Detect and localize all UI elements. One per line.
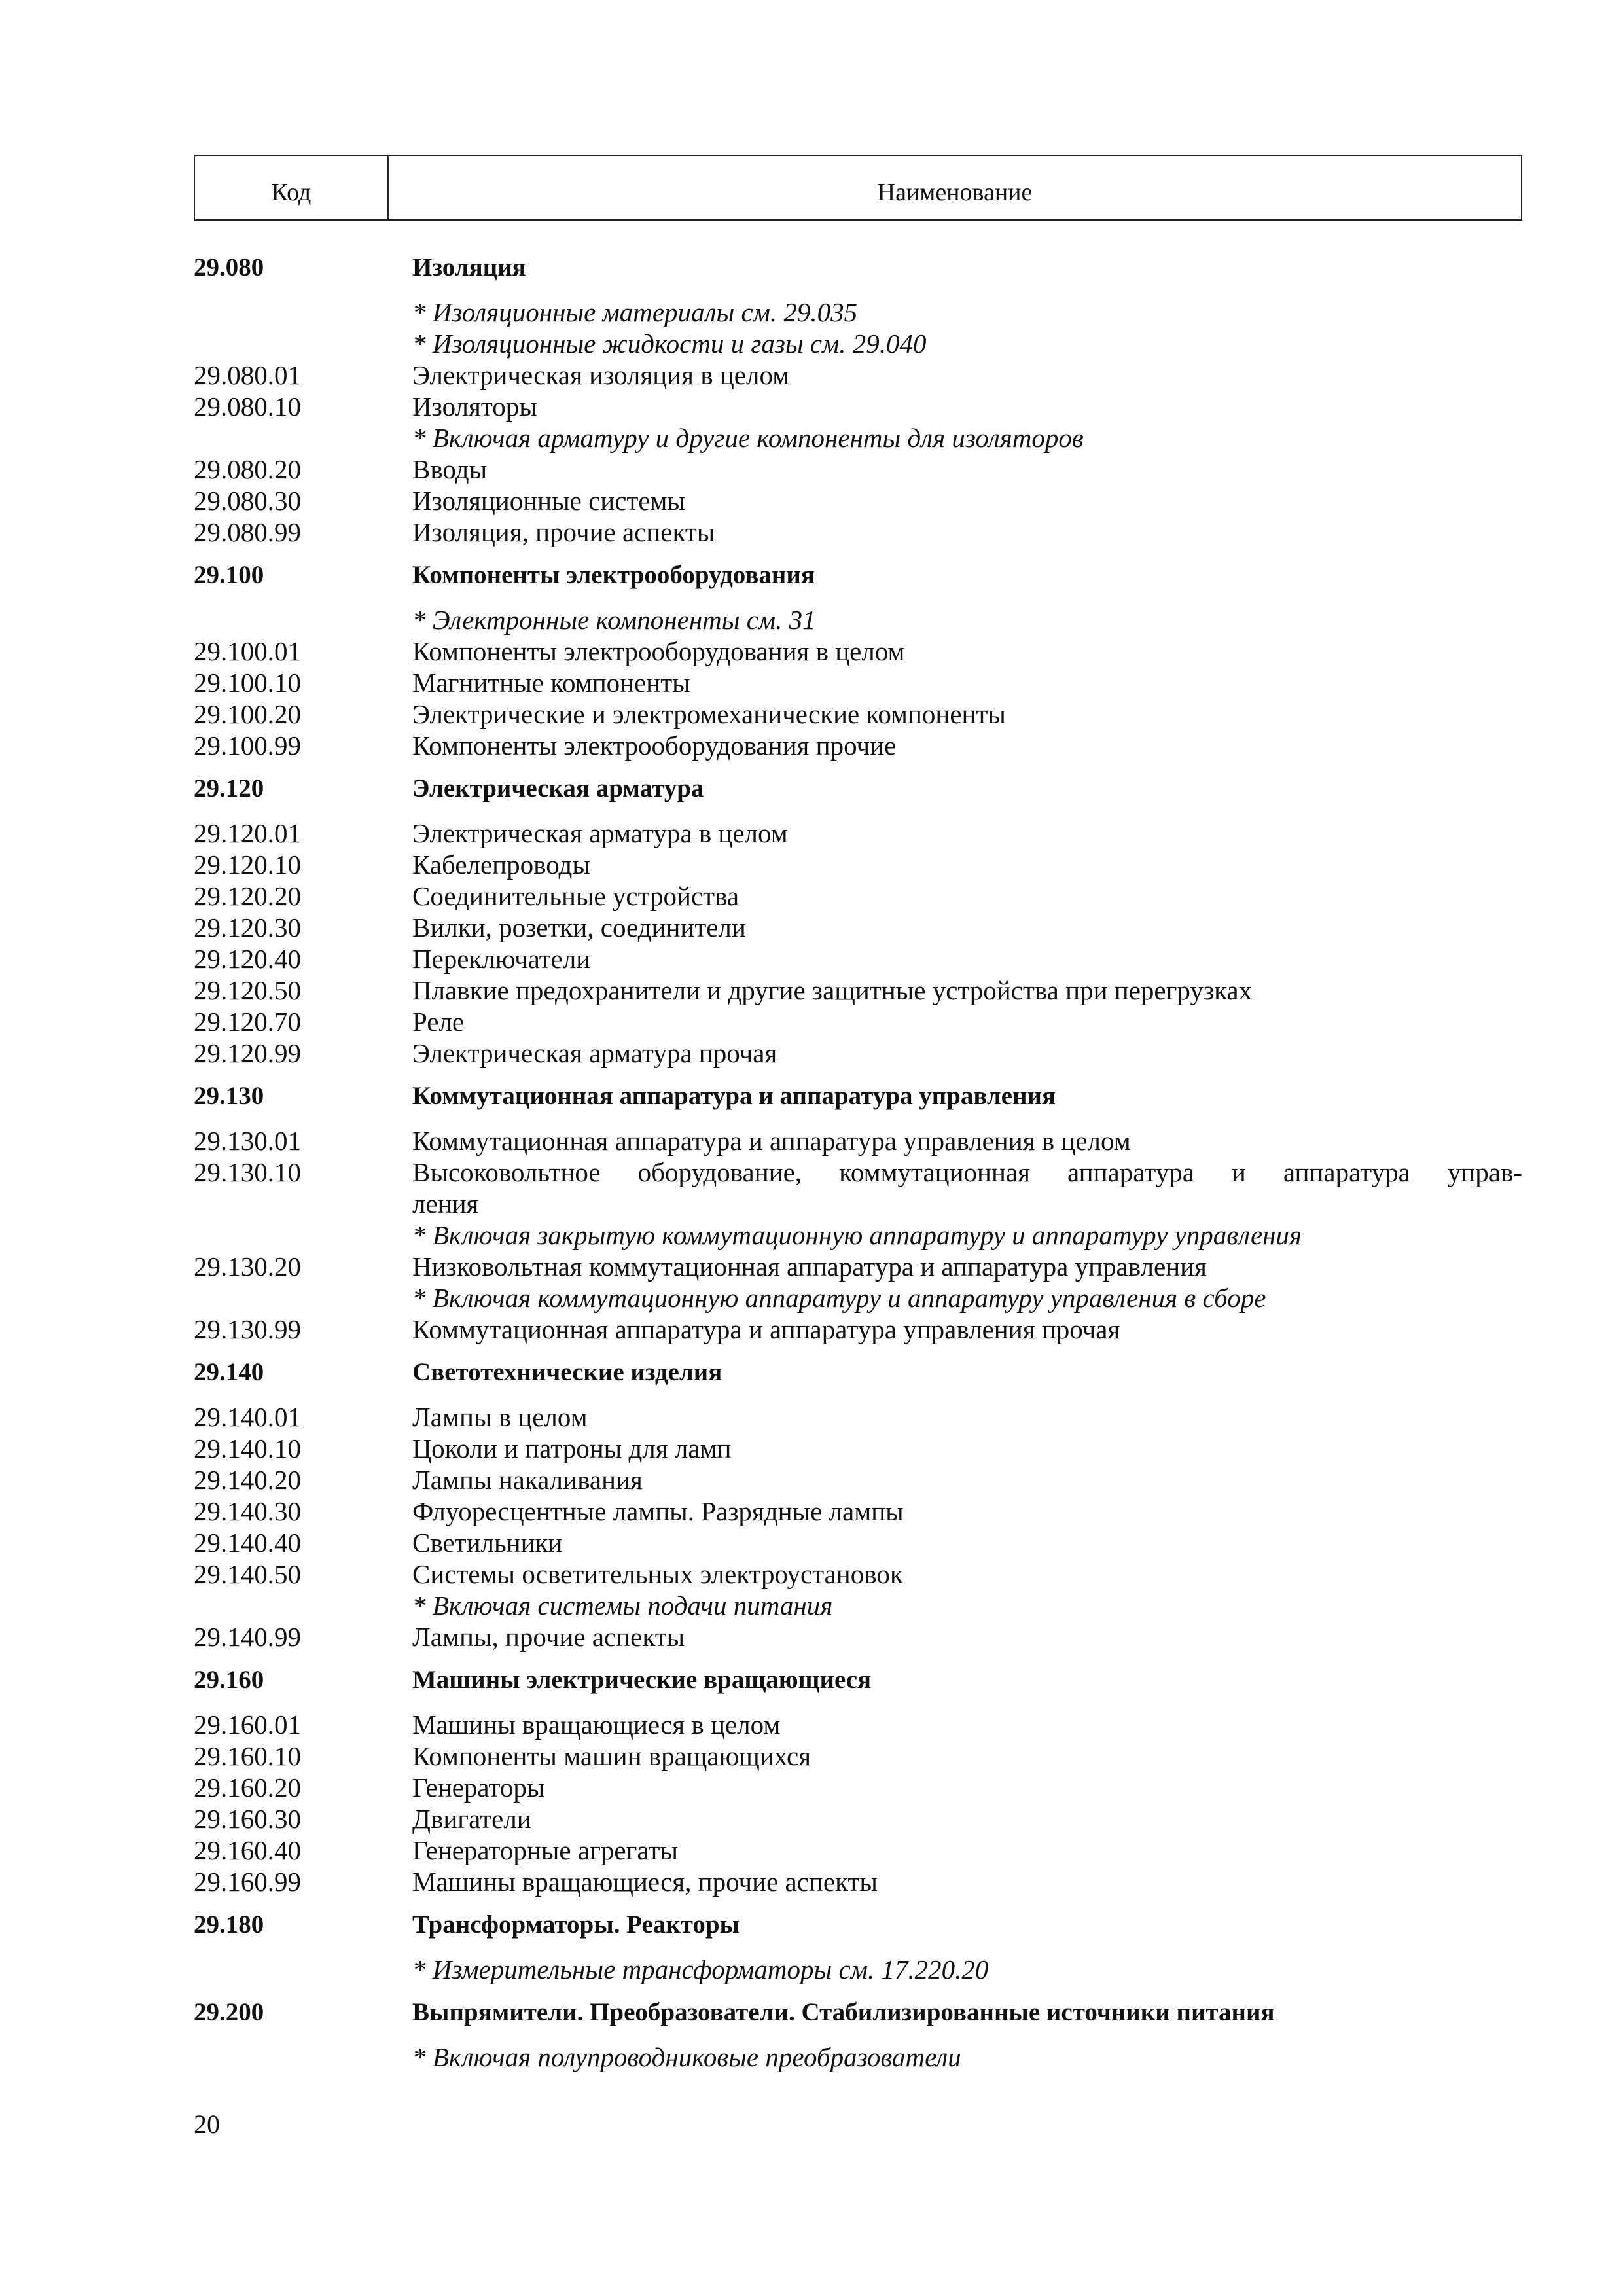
row-code: 29.140.50	[194, 1559, 301, 1589]
item-row	[194, 1251, 1522, 1282]
item-row	[194, 1835, 1522, 1866]
row-code: 29.160.99	[194, 1867, 301, 1897]
item-row	[194, 359, 1522, 391]
row-code: 29.080	[194, 253, 264, 281]
row-code: 29.140.10	[194, 1433, 301, 1463]
row-code	[194, 1590, 412, 1621]
row-code: 29.160.20	[194, 1772, 301, 1803]
row-code: 29.160.01	[194, 1710, 301, 1740]
row-code: 29.120.01	[194, 818, 301, 848]
row-name: Компоненты электрооборудования	[412, 561, 815, 589]
row-code: 29.160	[194, 1666, 264, 1694]
section-row	[194, 773, 1522, 804]
row-code	[194, 1282, 412, 1314]
row-code	[194, 1954, 412, 1985]
item-row	[194, 636, 1522, 667]
row-name: Низковольтная коммутационная аппаратура и аппаратура управления	[412, 1251, 1207, 1282]
row-name: Лампы в целом	[412, 1402, 588, 1432]
row-code: 29.120.70	[194, 1007, 301, 1037]
item-row	[194, 975, 1522, 1006]
row-name: Лампы, прочие аспекты	[412, 1622, 685, 1652]
row-code: 29.120.99	[194, 1038, 301, 1068]
section-row	[194, 560, 1522, 591]
row-name: * Изоляционные жидкости и газы см. 29.040	[412, 329, 927, 359]
row-code: 29.120.20	[194, 881, 301, 911]
table-header	[194, 155, 1522, 221]
row-name: Выпрямители. Преобразователи. Стабилизированные источники питания	[412, 1998, 1275, 2026]
row-name: * Изоляционные материалы см. 29.035	[412, 297, 858, 327]
row-name: Электрическая изоляция в целом	[412, 360, 790, 390]
row-code: 29.080.20	[194, 454, 301, 484]
row-code: 29.080.30	[194, 486, 301, 516]
row-name-line: ления	[412, 1189, 479, 1219]
row-name: Изоляционные системы	[412, 486, 686, 516]
section-row	[194, 252, 1522, 283]
item-row	[194, 1037, 1522, 1069]
classification-page	[194, 155, 1522, 2073]
row-code: 29.140.40	[194, 1528, 301, 1558]
item-row	[194, 1496, 1522, 1527]
row-name: Коммутационная аппаратура и аппаратура управления прочая	[412, 1314, 1120, 1344]
row-name: Коммутационная аппаратура и аппаратура управления	[412, 1082, 1056, 1110]
section-row	[194, 1997, 1522, 2028]
row-name: Машины вращающиеся в целом	[412, 1710, 781, 1740]
item-row	[194, 1006, 1522, 1037]
item-row	[194, 1740, 1522, 1772]
row-name: * Измерительные трансформаторы см. 17.220.20	[412, 1954, 989, 1984]
note-row	[194, 1219, 1522, 1251]
item-row	[194, 912, 1522, 943]
item-row	[194, 1709, 1522, 1740]
item-row	[194, 485, 1522, 516]
row-name: Коммутационная аппаратура и аппаратура управления в целом	[412, 1126, 1131, 1156]
row-name: Машины электрические вращающиеся	[412, 1666, 872, 1694]
row-name: Компоненты электрооборудования в целом	[412, 636, 905, 666]
row-name: Изоляция, прочие аспекты	[412, 517, 715, 547]
row-code	[194, 296, 412, 328]
note-row	[194, 296, 1522, 328]
row-code: 29.140	[194, 1358, 264, 1386]
row-name: Светильники	[412, 1528, 563, 1558]
row-code: 29.160.30	[194, 1804, 301, 1834]
item-row	[194, 943, 1522, 975]
row-name: Реле	[412, 1007, 465, 1037]
item-row	[194, 454, 1522, 485]
row-name: * Электронные компоненты см. 31	[412, 605, 816, 635]
row-code: 29.080.10	[194, 391, 301, 422]
item-row	[194, 1558, 1522, 1590]
row-name: * Включая системы подачи питания	[412, 1590, 833, 1621]
row-code: 29.130.99	[194, 1314, 301, 1344]
item-row	[194, 1157, 1522, 1219]
row-code: 29.120	[194, 774, 264, 802]
item-row	[194, 849, 1522, 880]
row-name: Магнитные компоненты	[412, 668, 690, 698]
row-name: Флуоресцентные лампы. Разрядные лампы	[412, 1496, 904, 1526]
note-row	[194, 422, 1522, 454]
row-name: Электрическая арматура	[412, 774, 704, 802]
row-code: 29.140.99	[194, 1622, 301, 1652]
item-row	[194, 698, 1522, 730]
row-code: 29.100.01	[194, 636, 301, 666]
row-code	[194, 328, 412, 359]
row-name: * Включая закрытую коммутационную аппаратуру и аппаратуру управления	[412, 1220, 1302, 1250]
row-name: Изоляция	[412, 253, 526, 281]
row-code: 29.100.10	[194, 668, 301, 698]
section-row	[194, 1081, 1522, 1112]
item-row	[194, 1314, 1522, 1345]
item-row	[194, 1772, 1522, 1803]
note-row	[194, 1954, 1522, 1985]
section-row	[194, 1909, 1522, 1941]
item-row	[194, 1433, 1522, 1464]
row-code: 29.160.10	[194, 1741, 301, 1771]
item-row	[194, 391, 1522, 422]
row-name: Двигатели	[412, 1804, 531, 1834]
row-code: 29.120.10	[194, 850, 301, 880]
item-row	[194, 730, 1522, 761]
note-row	[194, 1282, 1522, 1314]
row-name: Переключатели	[412, 944, 591, 974]
item-row	[194, 1464, 1522, 1496]
row-name: Генераторы	[412, 1772, 545, 1803]
item-row	[194, 880, 1522, 912]
item-row	[194, 1803, 1522, 1835]
row-code: 29.140.01	[194, 1402, 301, 1432]
row-name-line: Высоковольтное оборудование, коммутационная аппаратура и аппаратура управ-	[412, 1157, 1522, 1187]
row-name: Лампы накаливания	[412, 1465, 643, 1495]
row-code: 29.140.30	[194, 1496, 301, 1526]
item-row	[194, 1401, 1522, 1433]
row-name: Генераторные агрегаты	[412, 1835, 678, 1865]
note-row	[194, 2041, 1522, 2073]
row-name: * Включая полупроводниковые преобразователи	[412, 2042, 961, 2072]
item-row	[194, 516, 1522, 548]
row-code: 29.130.10	[194, 1157, 301, 1187]
row-code	[194, 2041, 412, 2073]
row-name: Машины вращающиеся, прочие аспекты	[412, 1867, 878, 1897]
row-code: 29.200	[194, 1998, 264, 2026]
row-code: 29.160.40	[194, 1835, 301, 1865]
classification-list	[194, 252, 1522, 2073]
row-code: 29.120.30	[194, 912, 301, 942]
row-name: Системы осветительных электроустановок	[412, 1559, 903, 1589]
note-row	[194, 604, 1522, 636]
row-code: 29.140.20	[194, 1465, 301, 1495]
row-name: Цоколи и патроны для ламп	[412, 1433, 732, 1463]
row-name: Электрическая арматура прочая	[412, 1038, 777, 1068]
row-name: Вилки, розетки, соединители	[412, 912, 746, 942]
row-name: Соединительные устройства	[412, 881, 740, 911]
row-name: Электрические и электромеханические компоненты	[412, 699, 1006, 729]
row-code	[194, 1219, 412, 1251]
row-code: 29.080.01	[194, 360, 301, 390]
note-row	[194, 328, 1522, 359]
row-name: Компоненты машин вращающихся	[412, 1741, 812, 1771]
row-code: 29.100	[194, 561, 264, 589]
row-name: Изоляторы	[412, 391, 537, 422]
row-code: 29.080.99	[194, 517, 301, 547]
row-code: 29.120.50	[194, 975, 301, 1005]
item-row	[194, 1866, 1522, 1897]
row-name: Светотехнические изделия	[412, 1358, 722, 1386]
row-code: 29.120.40	[194, 944, 301, 974]
page-number: 20	[194, 2109, 220, 2139]
section-row	[194, 1357, 1522, 1388]
item-row	[194, 667, 1522, 698]
row-code: 29.180	[194, 1910, 264, 1939]
row-name	[412, 1157, 1522, 1219]
section-row	[194, 1664, 1522, 1696]
row-name: Электрическая арматура в целом	[412, 818, 788, 848]
item-row	[194, 1125, 1522, 1157]
row-name: Трансформаторы. Реакторы	[412, 1910, 740, 1939]
row-name: Кабелепроводы	[412, 850, 590, 880]
item-row	[194, 1527, 1522, 1558]
row-name: Вводы	[412, 454, 488, 484]
row-name: * Включая арматуру и другие компоненты для изоляторов	[412, 423, 1084, 453]
row-code: 29.130.01	[194, 1126, 301, 1156]
item-row	[194, 1621, 1522, 1653]
header-code: Код	[195, 156, 389, 219]
row-code	[194, 604, 412, 636]
note-row	[194, 1590, 1522, 1621]
item-row	[194, 817, 1522, 849]
row-code	[194, 422, 412, 454]
row-code: 29.100.20	[194, 699, 301, 729]
header-name: Наименование	[877, 179, 1033, 206]
row-code: 29.100.99	[194, 730, 301, 761]
row-name: Компоненты электрооборудования прочие	[412, 730, 897, 761]
row-code: 29.130.20	[194, 1251, 301, 1282]
row-name: Плавкие предохранители и другие защитные устройства при перегрузках	[412, 975, 1253, 1005]
row-code: 29.130	[194, 1082, 264, 1110]
row-name: * Включая коммутационную аппаратуру и аппаратуру управления в сборе	[412, 1283, 1266, 1313]
